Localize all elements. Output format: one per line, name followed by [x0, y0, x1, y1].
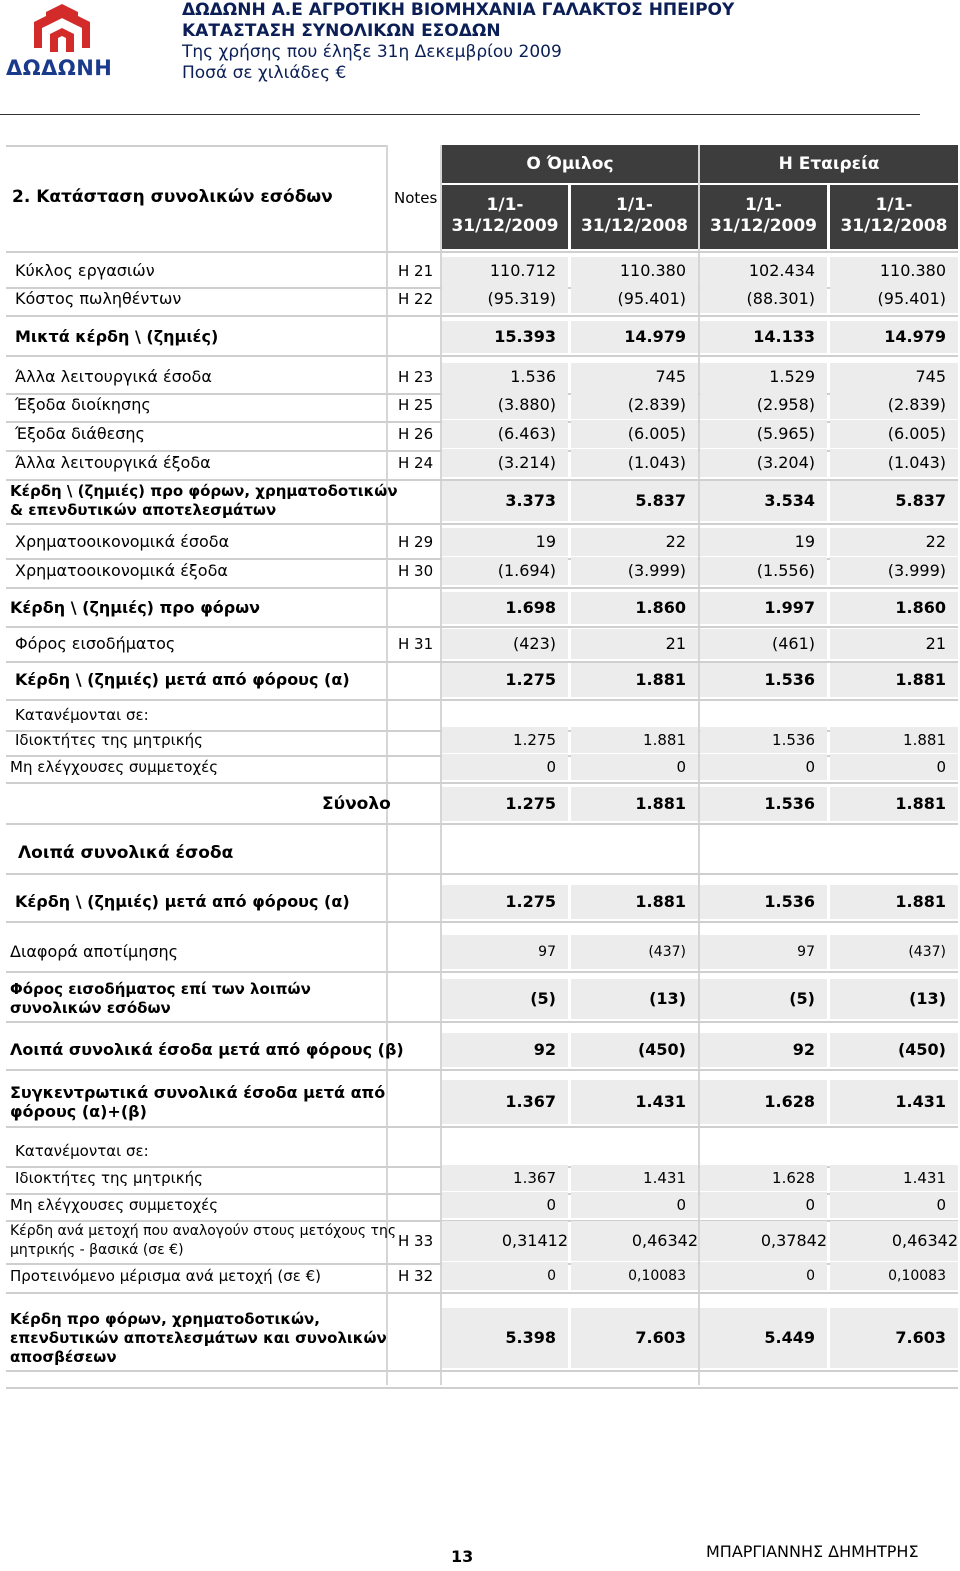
value-cell: 14.979: [624, 327, 686, 346]
statement-title: ΚΑΤΑΣΤΑΣΗ ΣΥΝΟΛΙΚΩΝ ΕΣΟΔΩΝ: [182, 21, 501, 41]
row-label: Κέρδη \ (ζημιές) μετά από φόρους (α): [15, 670, 350, 689]
row-label: Φόρος εισοδήματος επί των λοιπών συνολικών εσόδων: [10, 980, 311, 1017]
row-divider: [6, 1370, 958, 1372]
value-cell: 92: [533, 1040, 556, 1059]
value-cell: (423): [512, 634, 556, 653]
row-label: Κατανέμονται σε:: [15, 706, 149, 724]
value-cell: (6.005): [627, 424, 686, 443]
row-label: Κέρδη ανά μετοχή που αναλογούν στους μετόχους της μητρικής - βασικά (σε €): [10, 1223, 397, 1258]
row-label: Κέρδη \ (ζημιές) προ φόρων, χρηματοδοτικών & επενδυτικών αποτελεσμάτων: [10, 482, 398, 519]
author-name: ΜΠΑΡΓΙΑΝΝΗΣ ΔΗΜΗΤΡΗΣ: [706, 1542, 919, 1561]
value-cell: 1.275: [505, 670, 556, 689]
value-cell: 1.860: [635, 598, 686, 617]
logo-text: ΔΩΔΩΝΗ: [6, 56, 113, 80]
row-label: Ιδιοκτήτες της μητρικής: [15, 731, 203, 749]
row-label: Λοιπά συνολικά έσοδα: [18, 843, 234, 863]
row-label: Έξοδα διάθεσης: [15, 424, 145, 443]
notes-header: Notes: [394, 189, 438, 207]
row-label: Άλλα λειτουργικά έξοδα: [15, 453, 211, 472]
value-cell: 3.373: [505, 491, 556, 510]
value-cell: 1.536: [764, 670, 815, 689]
row-label: Λοιπά συνολικά έσοδα μετά από φόρους (β): [10, 1040, 404, 1059]
value-cell: 92: [792, 1040, 815, 1059]
row-label: Προτεινόμενο μέρισμα ανά μετοχή (σε €): [10, 1267, 322, 1285]
value-cell: 1.881: [903, 731, 946, 749]
value-cell: 745: [655, 367, 686, 386]
row-divider: [6, 626, 958, 628]
value-cell: 1.698: [505, 598, 556, 617]
row-label: Σύνολο: [322, 794, 391, 814]
value-cell: 1.881: [643, 731, 686, 749]
row-divider: [6, 1126, 958, 1128]
value-cell: 1.881: [895, 670, 946, 689]
row-label: Διαφορά αποτίμησης: [10, 942, 179, 961]
row-label: Κύκλος εργασιών: [15, 261, 155, 280]
value-cell: 1.860: [895, 598, 946, 617]
value-cell: 1.367: [513, 1169, 556, 1187]
row-label: Χρηματοοικονομικά έσοδα: [15, 532, 230, 551]
value-cell: 0,46342: [631, 1231, 698, 1250]
row-divider: [6, 873, 958, 875]
value-cell: 0: [805, 1196, 815, 1214]
value-cell: (1.043): [627, 453, 686, 472]
value-cell: 97: [797, 944, 815, 960]
value-cell: 0: [936, 758, 946, 776]
value-cell: (2.958): [756, 395, 815, 414]
value-cell: 1.536: [510, 367, 556, 386]
value-cell: (450): [897, 1040, 946, 1059]
value-cell: (95.319): [487, 289, 556, 308]
note-ref: Η 31: [398, 635, 434, 653]
value-cell: 1.431: [643, 1169, 686, 1187]
value-cell: 97: [538, 944, 556, 960]
company-title: ΔΩΔΩΝΗ Α.Ε ΑΓΡΟΤΙΚΗ ΒΙΟΜΗΧΑΝΙΑ ΓΑΛΑΚΤΟΣ ΗΠΕΙΡΟΥ: [182, 0, 735, 20]
value-cell: 0: [546, 758, 556, 776]
page-number: 13: [451, 1547, 474, 1566]
period-header: 1/1- 31/12/2008: [571, 185, 698, 249]
document-header: [182, 0, 734, 84]
value-cell: 21: [925, 634, 946, 653]
value-cell: 1.881: [895, 892, 946, 911]
value-cell: 15.393: [494, 327, 556, 346]
value-cell: 1.536: [764, 892, 815, 911]
value-cell: 1.881: [635, 892, 686, 911]
value-cell: 1.628: [764, 1092, 815, 1111]
value-cell: (95.401): [877, 289, 946, 308]
value-cell: (6.463): [497, 424, 556, 443]
value-cell: 0,46342: [891, 1231, 958, 1250]
row-label: Κέρδη \ (ζημιές) προ φόρων: [10, 598, 260, 617]
value-cell: 21: [665, 634, 686, 653]
table-border: [6, 1387, 958, 1389]
value-cell: (1.043): [887, 453, 946, 472]
note-ref: Η 24: [398, 454, 434, 472]
value-cell: 14.979: [884, 327, 946, 346]
value-cell: (461): [771, 634, 815, 653]
value-cell: 0,10083: [888, 1268, 946, 1284]
note-ref: Η 22: [398, 290, 434, 308]
row-divider: [6, 971, 958, 973]
row-label: Ιδιοκτήτες της μητρικής: [15, 1169, 203, 1187]
value-cell: 5.837: [895, 491, 946, 510]
value-cell: 0: [546, 1196, 556, 1214]
value-cell: (3.214): [497, 453, 556, 472]
value-cell: 110.380: [879, 261, 946, 280]
value-cell: (5): [789, 989, 815, 1008]
value-cell: 0: [806, 1268, 815, 1284]
value-cell: 7.603: [635, 1328, 686, 1347]
value-cell: 745: [915, 367, 946, 386]
note-ref: Η 26: [398, 425, 434, 443]
value-cell: (1.556): [756, 561, 815, 580]
value-cell: 0,10083: [628, 1268, 686, 1284]
value-cell: 1.431: [635, 1092, 686, 1111]
row-divider: [6, 1069, 958, 1071]
value-cell: (95.401): [617, 289, 686, 308]
value-cell: (3.999): [887, 561, 946, 580]
value-cell: 0: [936, 1196, 946, 1214]
value-cell: (437): [648, 944, 686, 960]
value-cell: 1.275: [505, 794, 556, 813]
value-cell: 1.275: [513, 731, 556, 749]
value-cell: 1.431: [895, 1092, 946, 1111]
value-cell: 19: [794, 532, 815, 551]
period-header: 1/1- 31/12/2008: [830, 185, 958, 249]
row-label: Κατανέμονται σε:: [15, 1142, 149, 1160]
value-cell: 5.837: [635, 491, 686, 510]
value-cell: (1.694): [497, 561, 556, 580]
row-divider: [6, 523, 958, 525]
value-cell: 110.380: [619, 261, 686, 280]
value-cell: (13): [909, 989, 946, 1008]
value-cell: 110.712: [489, 261, 556, 280]
value-cell: 19: [535, 532, 556, 551]
value-cell: 0: [676, 1196, 686, 1214]
value-cell: 0: [805, 758, 815, 776]
value-cell: 5.398: [505, 1328, 556, 1347]
value-cell: 1.431: [903, 1169, 946, 1187]
period-header: 1/1- 31/12/2009: [442, 185, 568, 249]
value-cell: 1.529: [769, 367, 815, 386]
value-cell: 0,37842: [760, 1231, 827, 1250]
row-label: Μη ελέγχουσες συμμετοχές: [10, 1196, 219, 1214]
note-ref: Η 23: [398, 368, 434, 386]
value-cell: 0,31412: [501, 1231, 568, 1250]
row-divider: [6, 355, 958, 357]
value-cell: 1.367: [505, 1092, 556, 1111]
row-label: Έξοδα διοίκησης: [15, 395, 151, 414]
group-header-omilos: Ο Όμιλος: [442, 145, 698, 183]
value-cell: 1.628: [772, 1169, 815, 1187]
value-cell: 5.449: [764, 1328, 815, 1347]
row-divider: [6, 315, 958, 317]
value-cell: 14.133: [753, 327, 815, 346]
note-ref: Η 25: [398, 396, 434, 414]
value-cell: (450): [637, 1040, 686, 1059]
column-divider: [386, 145, 388, 1385]
note-ref: Η 33: [398, 1232, 434, 1250]
row-divider: [6, 823, 958, 825]
period-subtitle: Της χρήσης που έληξε 31η Δεκεμβρίου 2009: [182, 42, 562, 62]
value-cell: (3.880): [497, 395, 556, 414]
value-cell: (3.204): [756, 453, 815, 472]
value-cell: 1.881: [635, 794, 686, 813]
note-ref: Η 32: [398, 1267, 434, 1285]
value-cell: 0: [547, 1268, 556, 1284]
value-cell: 1.275: [505, 892, 556, 911]
value-cell: 0: [676, 758, 686, 776]
row-divider: [6, 782, 958, 784]
value-cell: 1.536: [764, 794, 815, 813]
row-label: Κέρδη \ (ζημιές) μετά από φόρους (α): [15, 892, 350, 911]
value-cell: (437): [908, 944, 946, 960]
note-ref: Η 30: [398, 562, 434, 580]
header-divider: [0, 114, 920, 115]
note-ref: Η 21: [398, 262, 434, 280]
value-cell: (13): [649, 989, 686, 1008]
value-cell: (5): [530, 989, 556, 1008]
value-cell: 3.534: [764, 491, 815, 510]
value-cell: (5.965): [756, 424, 815, 443]
note-ref: Η 29: [398, 533, 434, 551]
value-cell: 1.536: [772, 731, 815, 749]
row-divider: [6, 699, 958, 701]
value-cell: 22: [925, 532, 946, 551]
row-divider: [6, 1021, 958, 1023]
value-cell: 1.881: [895, 794, 946, 813]
table-border: [6, 145, 386, 147]
value-cell: 1.997: [764, 598, 815, 617]
row-label: Μη ελέγχουσες συμμετοχές: [10, 758, 219, 776]
value-cell: 7.603: [895, 1328, 946, 1347]
currency-note: Ποσά σε χιλιάδες €: [182, 63, 347, 83]
header-underline: [6, 251, 958, 253]
row-label: Μικτά κέρδη \ (ζημιές): [15, 327, 219, 346]
row-label: Άλλα λειτουργικά έσοδα: [15, 367, 212, 386]
row-label: Συγκεντρωτικά συνολικά έσοδα μετά από φόρους (α)+(β): [10, 1083, 386, 1121]
period-header: 1/1- 31/12/2009: [700, 185, 827, 249]
value-cell: (3.999): [627, 561, 686, 580]
row-label: Κέρδη προ φόρων, χρηματοδοτικών, επενδυτικών αποτελεσμάτων και συνολικών αποσβέσεων: [10, 1309, 387, 1366]
value-cell: (6.005): [887, 424, 946, 443]
row-label: Φόρος εισοδήματος: [15, 634, 176, 653]
row-divider: [6, 1292, 958, 1294]
value-cell: 102.434: [748, 261, 815, 280]
group-header-etaireia: Η Εταιρεία: [700, 145, 958, 183]
value-cell: 22: [665, 532, 686, 551]
value-cell: (2.839): [627, 395, 686, 414]
value-cell: (88.301): [746, 289, 815, 308]
value-cell: (2.839): [887, 395, 946, 414]
row-label: Χρηματοοικονομικά έξοδα: [15, 561, 228, 580]
section-title: 2. Κατάσταση συνολικών εσόδων: [12, 187, 333, 207]
row-divider: [6, 587, 958, 589]
value-cell: 1.881: [635, 670, 686, 689]
row-divider: [6, 921, 958, 923]
row-label: Κόστος πωληθέντων: [15, 289, 182, 308]
